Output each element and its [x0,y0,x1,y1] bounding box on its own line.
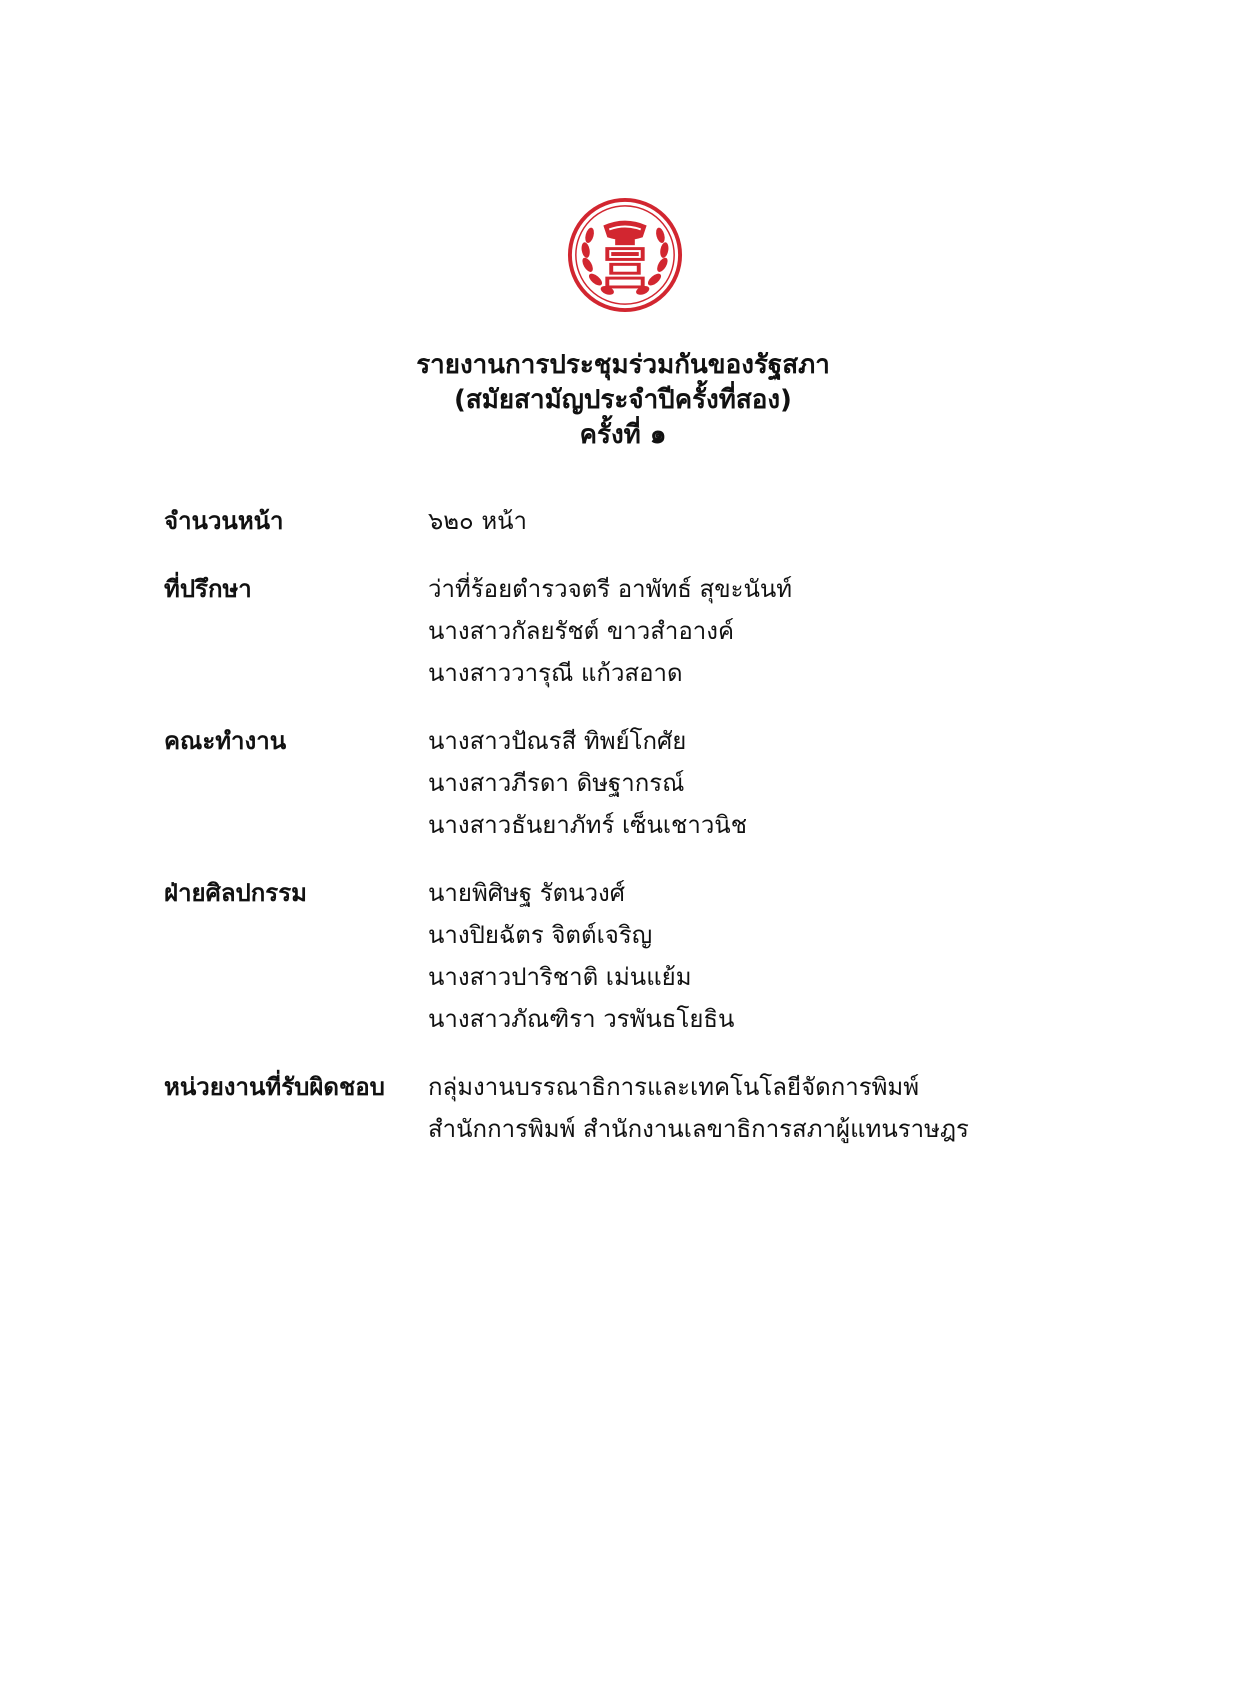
advisors-label: ที่ปรึกษา [164,575,252,603]
art-team-row [164,872,1164,1040]
page-count-label: จำนวนหน้า [164,507,284,535]
document-title [0,348,1246,453]
art-team-member: นางสาวปาริชาติ เม่นแย้ม [428,963,692,991]
page-count-row [164,500,1164,542]
working-group-member: นางสาวภีรดา ดิษฐากรณ์ [428,769,685,797]
working-group-member: นางสาวธันยาภัทร์ เซ็นเชาวนิช [428,811,747,839]
advisor-name: นางสาววารุณี แก้วสอาด [428,659,683,687]
page-count-values [428,500,1164,542]
parliament-emblem-icon [566,196,684,314]
working-group-member: นางสาวปัณรสี ทิพย์โกศัย [428,727,687,755]
responsible-unit-line: กลุ่มงานบรรณาธิการและเทคโนโลยีจัดการพิมพ์ [428,1073,920,1101]
art-team-member: นายพิศิษฐ รัตนวงศ์ [428,879,626,907]
art-team-member: นางปิยฉัตร จิตต์เจริญ [428,921,653,949]
credits-section [164,500,1164,1150]
responsible-unit-label: หน่วยงานที่รับผิดชอบ [164,1073,385,1101]
title-line-3: ครั้งที่ ๑ [579,420,667,450]
working-group-values [428,720,1164,846]
responsible-unit-values [428,1066,1164,1150]
art-team-member: นางสาวภัณฑิรา วรพันธโยธิน [428,1005,735,1033]
working-group-label: คณะทำงาน [164,727,287,755]
advisor-name: ว่าที่ร้อยตำรวจตรี อาพัทธ์ สุขะนันท์ [428,575,793,603]
page-count-value: ๖๒๐ หน้า [428,507,528,535]
advisors-values [428,568,1164,694]
art-team-values [428,872,1164,1040]
art-team-label: ฝ่ายศิลปกรรม [164,879,307,907]
responsible-unit-line: สำนักการพิมพ์ สำนักงานเลขาธิการสภาผู้แทนราษฎร [428,1115,969,1143]
responsible-unit-row [164,1066,1164,1150]
title-line-2: (สมัยสามัญประจำปีครั้งที่สอง) [454,385,792,415]
advisor-name: นางสาวกัลยรัชต์ ขาวสำอางค์ [428,617,735,645]
working-group-row [164,720,1164,846]
title-line-1: รายงานการประชุมร่วมกันของรัฐสภา [416,350,830,380]
advisors-row [164,568,1164,694]
